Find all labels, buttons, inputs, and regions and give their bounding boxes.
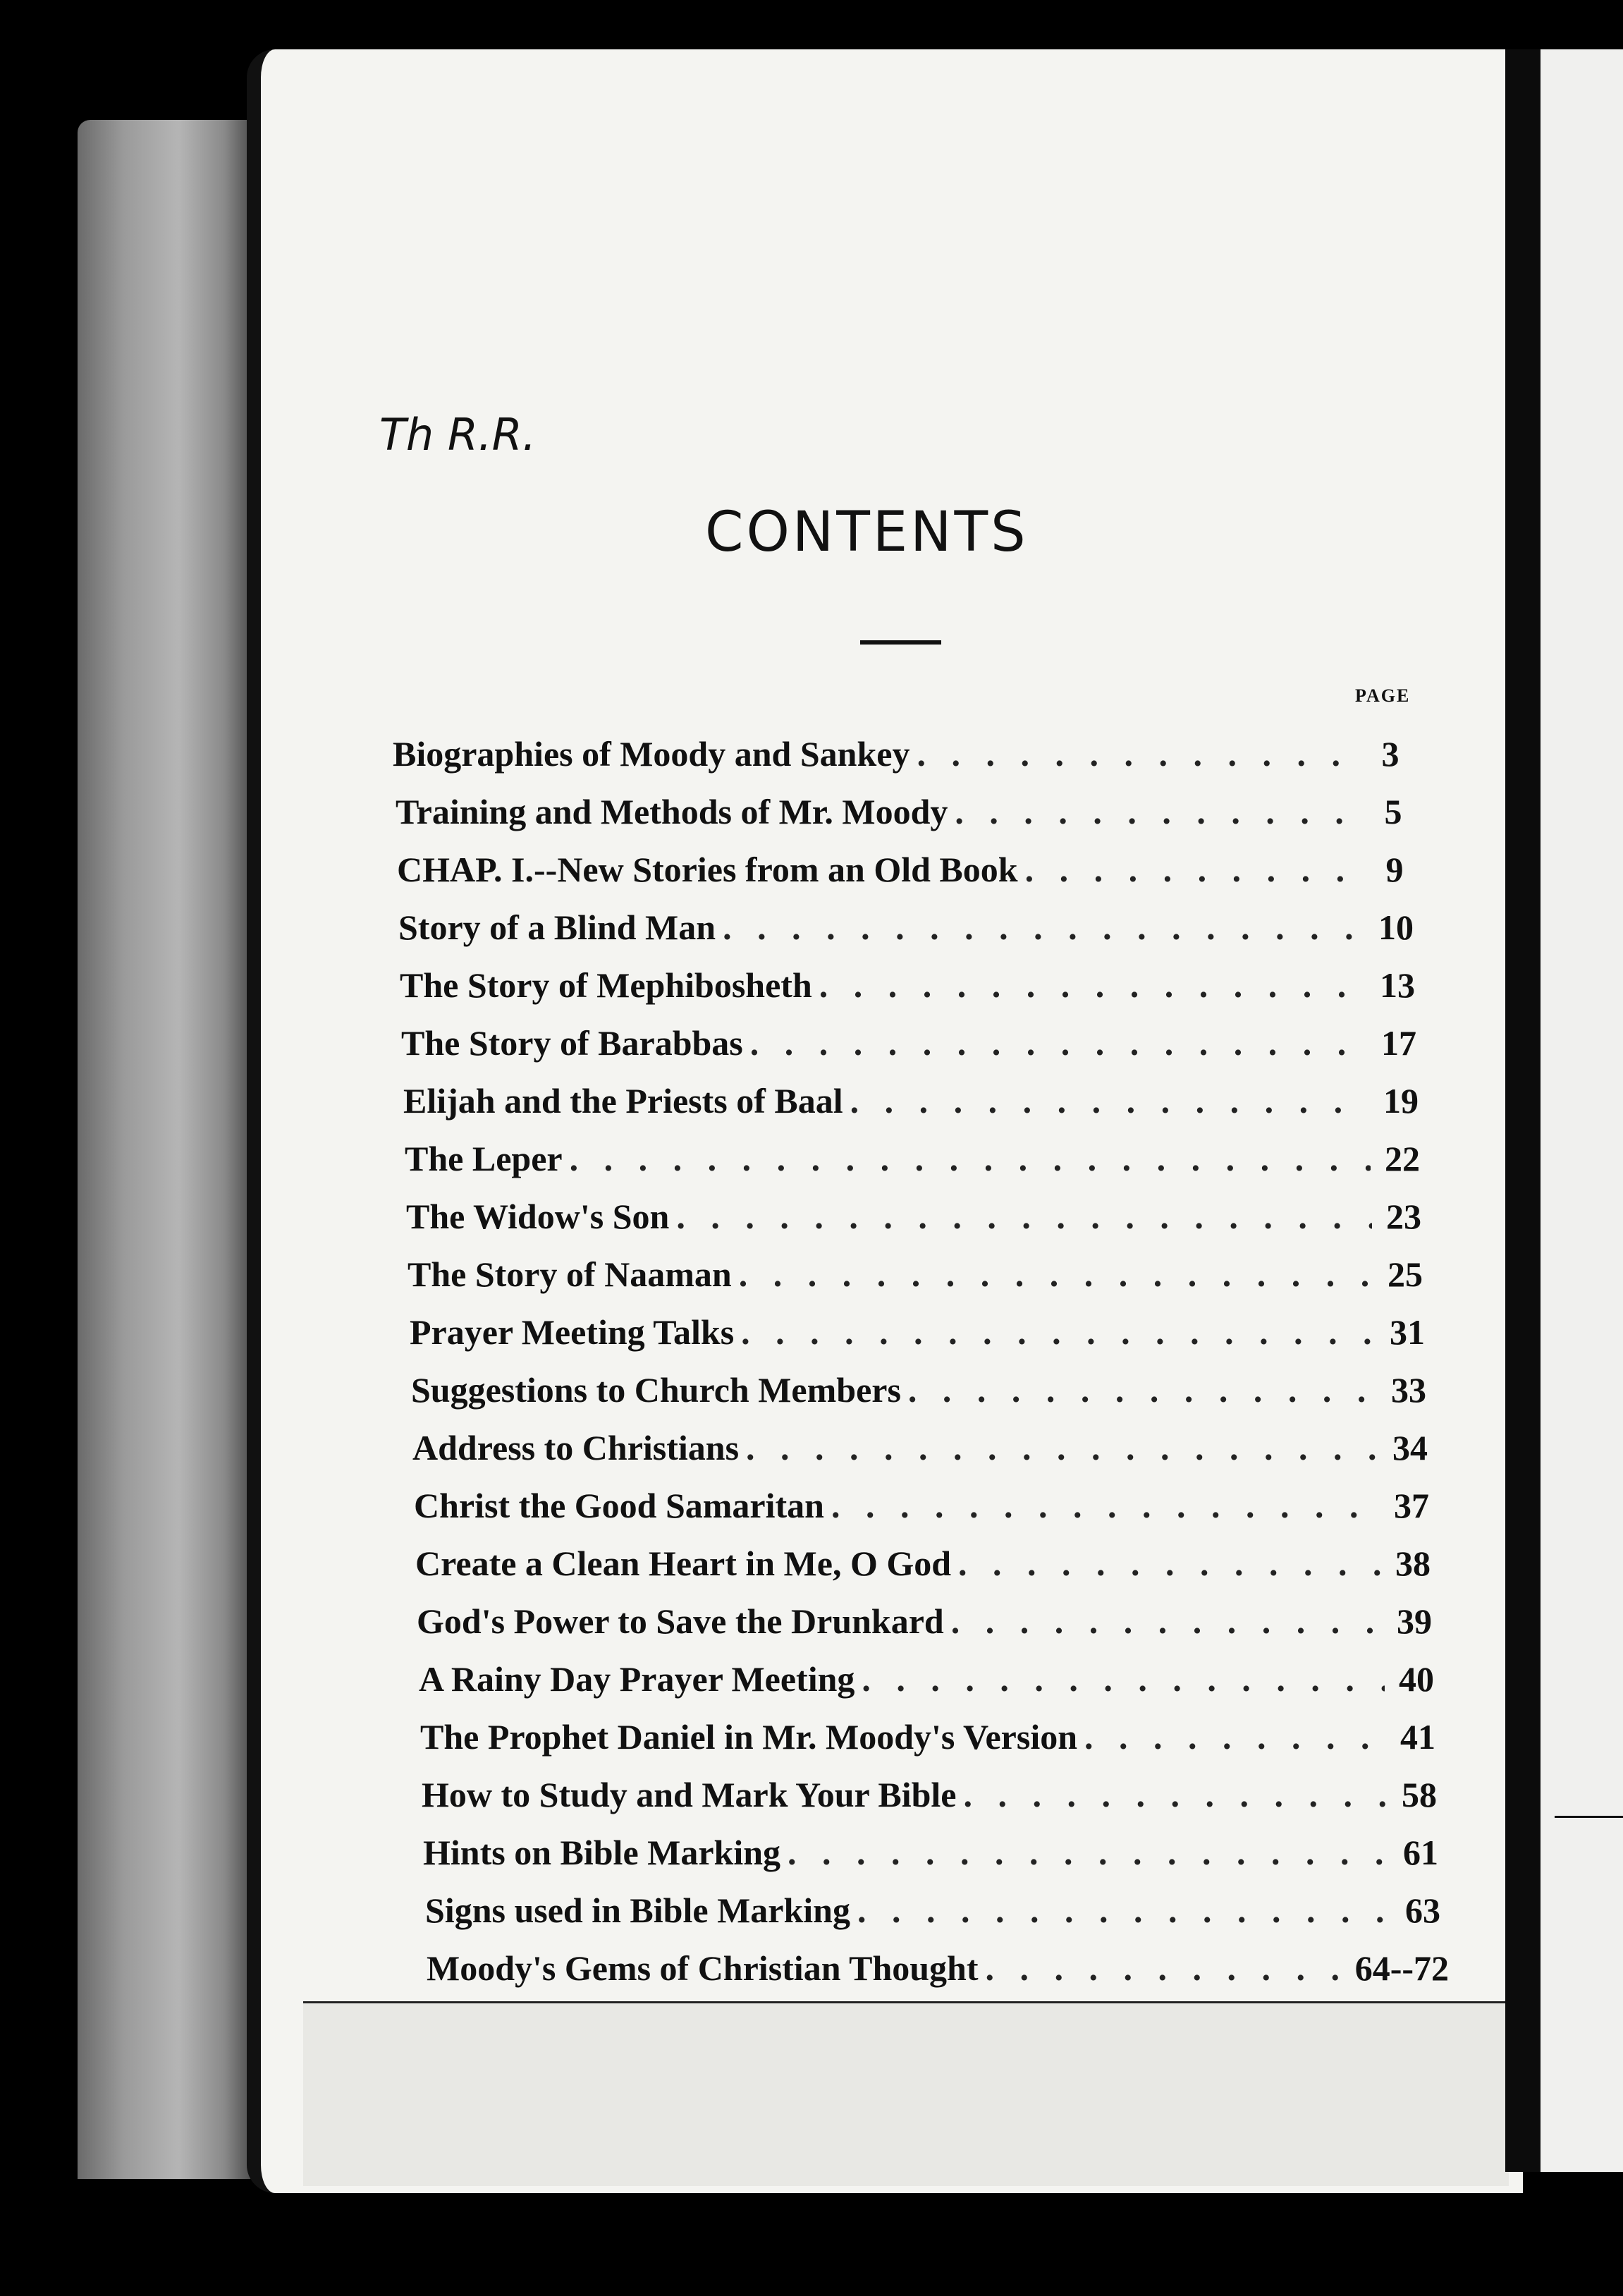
toc-leader (739, 1254, 1373, 1295)
toc-entry-page: 3 (1381, 734, 1400, 774)
toc-leader (741, 1312, 1376, 1352)
toc-entry-page: 37 (1394, 1486, 1429, 1525)
toc-entry-page: 10 (1378, 908, 1414, 947)
toc-entry-page: 13 (1380, 965, 1415, 1005)
toc-entry-page: 17 (1381, 1023, 1416, 1063)
toc-leader (963, 1774, 1388, 1815)
toc-entry (405, 1138, 1427, 1180)
toc-leader (850, 1080, 1369, 1121)
toc-entry-title: The Story of Naaman (408, 1254, 732, 1294)
page-bottom-strip (303, 2003, 1509, 2186)
toc-entry-page: 39 (1397, 1601, 1432, 1641)
toc-entry-title: Suggestions to Church Members (411, 1370, 901, 1410)
toc-leader (676, 1196, 1372, 1237)
toc-entry-title: How to Study and Mark Your Bible (422, 1775, 957, 1814)
toc-entry-title: Create a Clean Heart in Me, O God (415, 1544, 952, 1583)
toc-entry-title: Signs used in Bible Marking (425, 1891, 850, 1930)
toc-entry-page: 22 (1385, 1139, 1420, 1178)
toc-entry (397, 849, 1419, 891)
facing-page (1541, 49, 1623, 2172)
toc-entry-page: 63 (1405, 1891, 1440, 1930)
handwritten-note: Th R.R. (379, 409, 537, 460)
toc-entry-page: 5 (1384, 792, 1402, 831)
toc-entry (412, 1427, 1435, 1470)
toc-leader (857, 1890, 1391, 1931)
toc-leader (746, 1427, 1378, 1468)
toc-leader (788, 1832, 1389, 1873)
toc-entry-title: CHAP. I.--New Stories from an Old Book (397, 850, 1018, 889)
toc-entry-page: 41 (1400, 1717, 1435, 1757)
toc-entry (401, 1022, 1423, 1065)
toc-leader (570, 1138, 1371, 1179)
toc-entry-page: 64--72 (1354, 1948, 1449, 1988)
toc-entry-page: 38 (1395, 1544, 1431, 1583)
toc-entry-page: 19 (1383, 1081, 1419, 1120)
toc-entry (400, 965, 1422, 1007)
page-title: CONTENTS (705, 501, 1029, 564)
toc-entry-title: The Widow's Son (406, 1197, 670, 1236)
toc-entry-page: 58 (1402, 1775, 1437, 1814)
toc-entry (410, 1312, 1432, 1354)
toc-entry (423, 1832, 1445, 1874)
toc-entry-title: Biographies of Moody and Sankey (393, 734, 910, 774)
toc-entry-page: 31 (1390, 1312, 1425, 1352)
toc-entry-page: 40 (1399, 1659, 1434, 1699)
toc-entry (411, 1369, 1433, 1412)
toc-leader (908, 1369, 1377, 1410)
toc-entry-page: 23 (1386, 1197, 1421, 1236)
toc-leader (819, 965, 1366, 1006)
toc-entry-title: The Leper (405, 1139, 563, 1178)
toc-leader (862, 1659, 1385, 1699)
toc-entry (406, 1196, 1428, 1238)
toc-entry-title: The Prophet Daniel in Mr. Moody's Version (420, 1717, 1078, 1757)
book-edge (78, 120, 261, 2179)
toc-leader (723, 907, 1364, 948)
toc-entry-title: Hints on Bible Marking (423, 1833, 781, 1872)
toc-entry-title: Prayer Meeting Talks (410, 1312, 735, 1352)
toc-entry-title: God's Power to Save the Drunkard (417, 1601, 944, 1641)
page-bottom-rule (303, 2001, 1509, 2003)
toc-leader (955, 791, 1361, 832)
toc-entry (398, 907, 1421, 949)
toc-entry (420, 1716, 1443, 1759)
toc-entry (427, 1948, 1449, 1990)
toc-entry (415, 1543, 1438, 1585)
toc-entry (422, 1774, 1444, 1816)
toc-entry (414, 1485, 1436, 1527)
toc-entry-title: The Story of Barabbas (401, 1023, 743, 1063)
toc-leader (986, 1948, 1348, 1989)
toc-entry (425, 1890, 1447, 1932)
toc-entry-title: Story of a Blind Man (398, 908, 716, 947)
toc-leader (1084, 1716, 1386, 1757)
toc-entry-title: Address to Christians (412, 1428, 740, 1467)
toc-entry-title: Elijah and the Priests of Baal (403, 1081, 843, 1120)
toc-entry-page: 9 (1385, 850, 1404, 889)
toc-entry (408, 1254, 1430, 1296)
toc-entry-title: Training and Methods of Mr. Moody (396, 792, 948, 831)
toc-entry (419, 1659, 1441, 1701)
toc-leader (831, 1485, 1380, 1526)
toc-entry-page: 25 (1388, 1254, 1423, 1294)
toc-leader (958, 1543, 1381, 1584)
toc-entry-title: The Story of Mephibosheth (400, 965, 812, 1005)
toc-entry-page: 61 (1403, 1833, 1438, 1872)
toc-entry (403, 1080, 1426, 1123)
toc-entry-page: 34 (1392, 1428, 1428, 1467)
toc-entry (396, 791, 1418, 833)
book-spine (1505, 49, 1541, 2172)
toc-leader (951, 1601, 1383, 1642)
toc-entry-title: Moody's Gems of Christian Thought (427, 1948, 979, 1988)
toc-entry (417, 1601, 1439, 1643)
toc-leader (917, 733, 1359, 774)
toc-entry-title: A Rainy Day Prayer Meeting (419, 1659, 855, 1699)
toc-leader (1025, 849, 1363, 890)
page-column-label: PAGE (1355, 685, 1411, 706)
toc-entry-page: 33 (1391, 1370, 1426, 1410)
toc-leader (750, 1022, 1367, 1063)
toc-entry (393, 733, 1415, 776)
toc-entry-title: Christ the Good Samaritan (414, 1486, 824, 1525)
title-rule (860, 640, 941, 645)
facing-page-mark (1555, 1816, 1623, 1818)
